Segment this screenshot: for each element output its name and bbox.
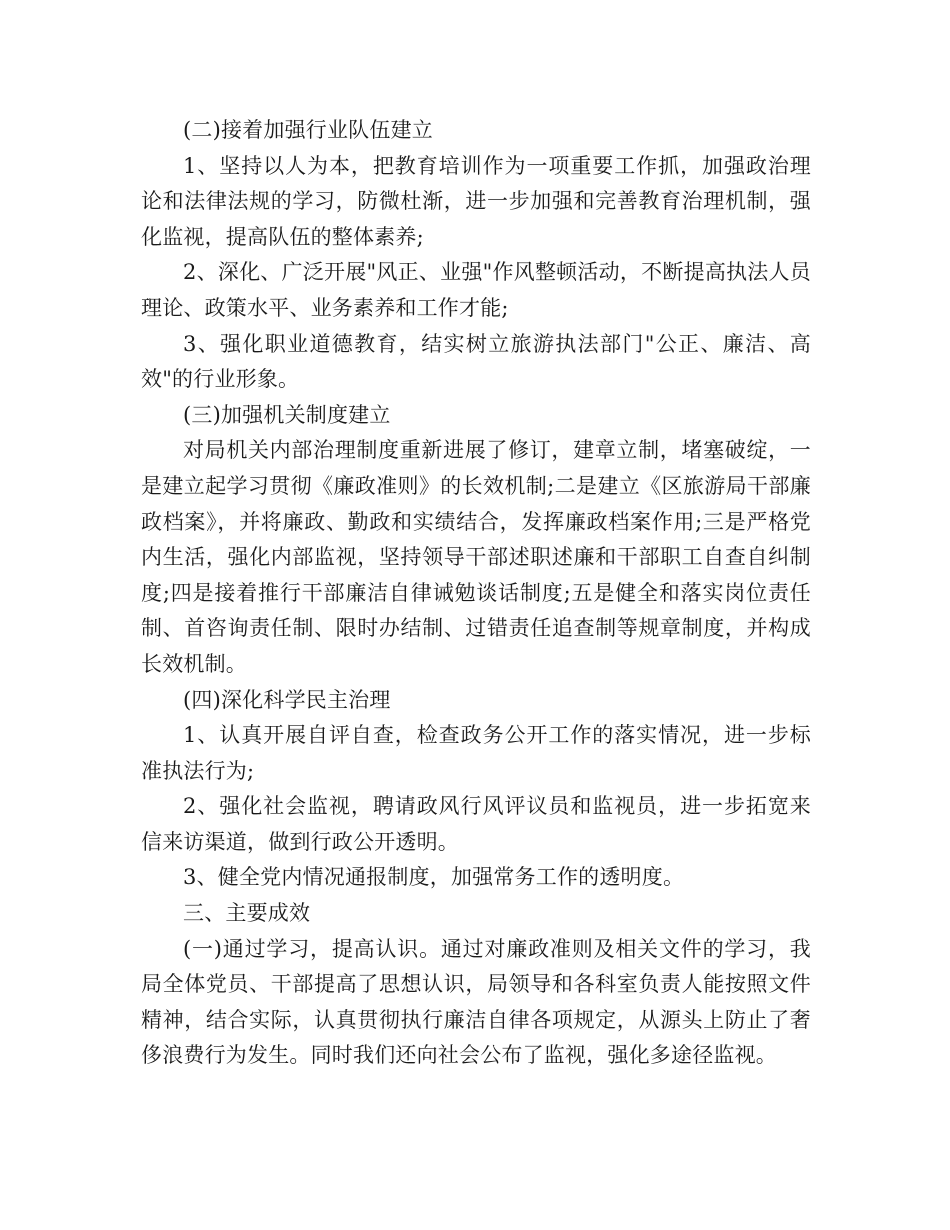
paragraph-item-3: 3、强化职业道德教育，结实树立旅游执法部门"公正、廉洁、高效"的行业形象。 [141, 331, 811, 392]
section-heading-4: (四)深化科学民主治理 [183, 687, 391, 712]
paragraph-results-1: (一)通过学习，提高认识。通过对廉政准则及相关文件的学习，我局全体党员、干部提高了思想认识，局领导和各科室负责人能按照文件精神，结合实际，认真贯彻执行廉洁自律各项规定，从源头上防止了奢侈浪费行为发生。同时我们还向社会公布了监视，强化多途径监视。 [141, 936, 811, 1068]
paragraph-system: 对局机关内部治理制度重新进展了修订，建章立制，堵塞破绽，一是建立起学习贯彻《廉政准则》的长效机制;二是建立《区旅游局干部廉政档案》，并将廉政、勤政和实绩结合，发挥廉政档案作用;三是严格党内生活，强化内部监视，坚持领导干部述职述廉和干部职工自查自纠制度;四是接着推行干部廉洁自律诫勉谈话制度;五是健全和落实岗位责任制、首咨询责任制、限时办结制、过错责任追查制等规章制度，并构成长效机制。 [141, 438, 811, 676]
document-body [141, 113, 811, 1074]
section-heading-results: 三、主要成效 [183, 901, 311, 926]
paragraph-item-1: 1、坚持以人为本，把教育培训作为一项重要工作抓，加强政治理论和法律法规的学习，防微杜渐，进一步加强和完善教育治理机制，强化监视，提高队伍的整体素养; [141, 153, 811, 249]
paragraph-item-1b: 1、认真开展自评自查，检查政务公开工作的落实情况，进一步标准执法行为; [141, 723, 811, 783]
paragraph-item-2b: 2、强化社会监视，聘请政风行风评议员和监视员，进一步拓宽来信来访渠道，做到行政公开透明。 [141, 794, 811, 854]
section-heading-2: (二)接着加强行业队伍建立 [183, 118, 433, 142]
section-heading-3: (三)加强机关制度建立 [183, 402, 391, 427]
paragraph-item-2: 2、深化、广泛开展"风正、业强"作风整顿活动，不断提高执法人员理论、政策水平、业务素养和工作才能; [141, 260, 811, 320]
paragraph-item-3b: 3、健全党内情况通报制度，加强常务工作的透明度。 [183, 865, 685, 890]
